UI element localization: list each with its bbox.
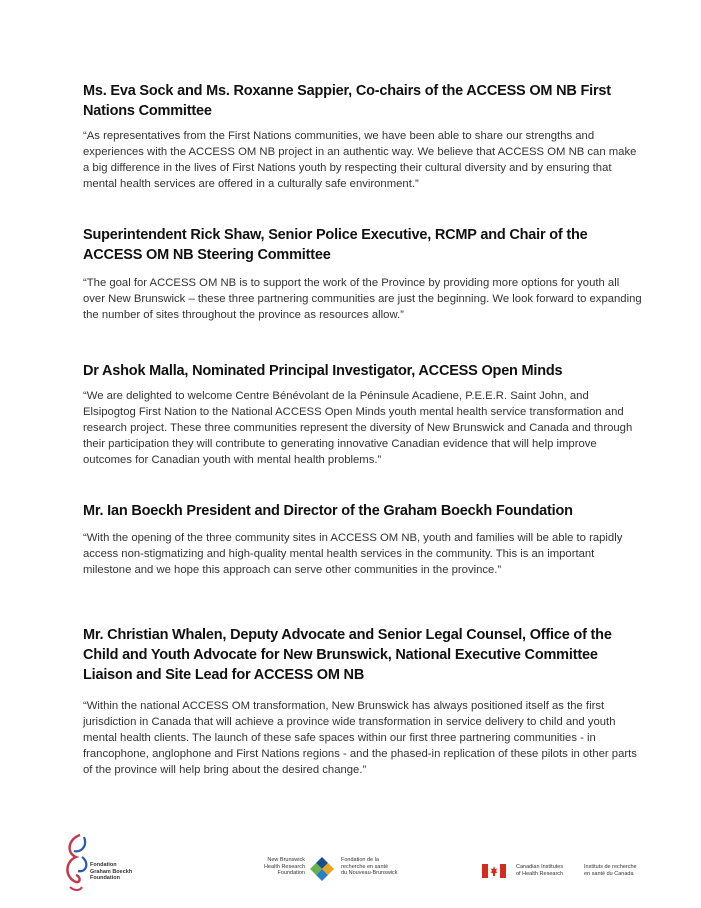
gbf-text-line3: Foundation	[90, 875, 120, 881]
section-quote-4: “With the opening of the three community sites in ACCESS OM NB, youth and families will be able to rapidly access non-stigmatizing and high-quality mental health services in the community. This is an important milestone and we hope this approach can serve other communities in the province.”	[83, 532, 623, 576]
footer-logos	[0, 825, 701, 900]
nbhrf-emblem-icon	[308, 855, 336, 885]
graham-boeckh-foundation-logo	[58, 831, 168, 893]
gbf-text-line1: Fondation	[90, 862, 117, 868]
section-quote-1: “As representatives from the First Nations communities, we have been able to share our strengths and experiences with the ACCESS OM NB project in an authentic way. We believe that ACCESS OM NB can make a big difference in the lives of First Nations youth by respecting their cultural diversity and by ensuring that mental health services are offered in a culturally safe environment.”	[83, 130, 637, 190]
cihr-logo	[482, 861, 662, 883]
cihr-fr-line1: Instituts de recherche	[584, 864, 637, 870]
nbhrf-fr-line1: Fondation de la	[341, 857, 379, 863]
section-heading-2: Superintendent Rick Shaw, Senior Police Executive, RCMP and Chair of the ACCESS OM NB Steering Committee	[83, 227, 588, 263]
section-heading-3: Dr Ashok Malla, Nominated Principal Investigator, ACCESS Open Minds	[83, 363, 563, 379]
nbhrf-en-line1: New Brunswick	[267, 857, 305, 863]
section-heading-1: Ms. Eva Sock and Ms. Roxanne Sappier, Co-chairs of the ACCESS OM NB First Nations Committee	[83, 83, 611, 119]
cihr-fr-line2: en santé du Canada	[584, 870, 634, 877]
section-quote-2: “The goal for ACCESS OM NB is to support the work of the Province by providing more options for youth all over New Brunswick – these three partnering communities are just the beginning. We look forward to expanding the number of sites throughout the province as resources allow.”	[83, 277, 642, 321]
cihr-en-line2: of Health Research	[516, 870, 564, 877]
nbhrf-fr-line3: du Nouveau-Brunswick	[341, 870, 398, 876]
nbhrf-logo	[255, 855, 405, 889]
gbf-text-line2: Graham Boeckh	[90, 868, 133, 875]
cihr-en-line1: Canadian Institutes	[516, 864, 564, 870]
nbhrf-en-line3: Foundation	[277, 870, 305, 876]
section-quote-5: “Within the national ACCESS OM transformation, New Brunswick has always positioned itself as the first jurisdiction in Canada that will achieve a province wide transformation in service delivery to child and youth mental health clients. The launch of these safe spaces within our first three partnering communities - in francophone, anglophone and First Nations regions - and the phased-in replication of these pilots in other parts of the province will help bring about the desired change.”	[83, 700, 637, 776]
nbhrf-en-line2: Health Research	[264, 863, 305, 870]
nbhrf-fr-line2: recherche en santé	[341, 863, 389, 870]
section-heading-5: Mr. Christian Whalen, Deputy Advocate and Senior Legal Counsel, Office of the Child and Youth Advocate for New Brunswick, National Executive Committee Liaison and Site Lead for ACCESS OM NB	[83, 627, 612, 683]
section-heading-4: Mr. Ian Boeckh President and Director of the Graham Boeckh Foundation	[83, 503, 573, 519]
canada-flag-icon	[482, 864, 506, 878]
section-quote-3: “We are delighted to welcome Centre Bénévolant de la Péninsule Acadiene, P.E.E.R. Saint John, and Elsipogtog First Nation to the National ACCESS Open Minds youth mental health service transformation and research project. These three communities represent the diversity of New Brunswick and Canada and through their participation they will contribute to generating innovative Canadian evidence that will help improve outcomes for Canadian youth with mental health problems.”	[83, 390, 633, 466]
